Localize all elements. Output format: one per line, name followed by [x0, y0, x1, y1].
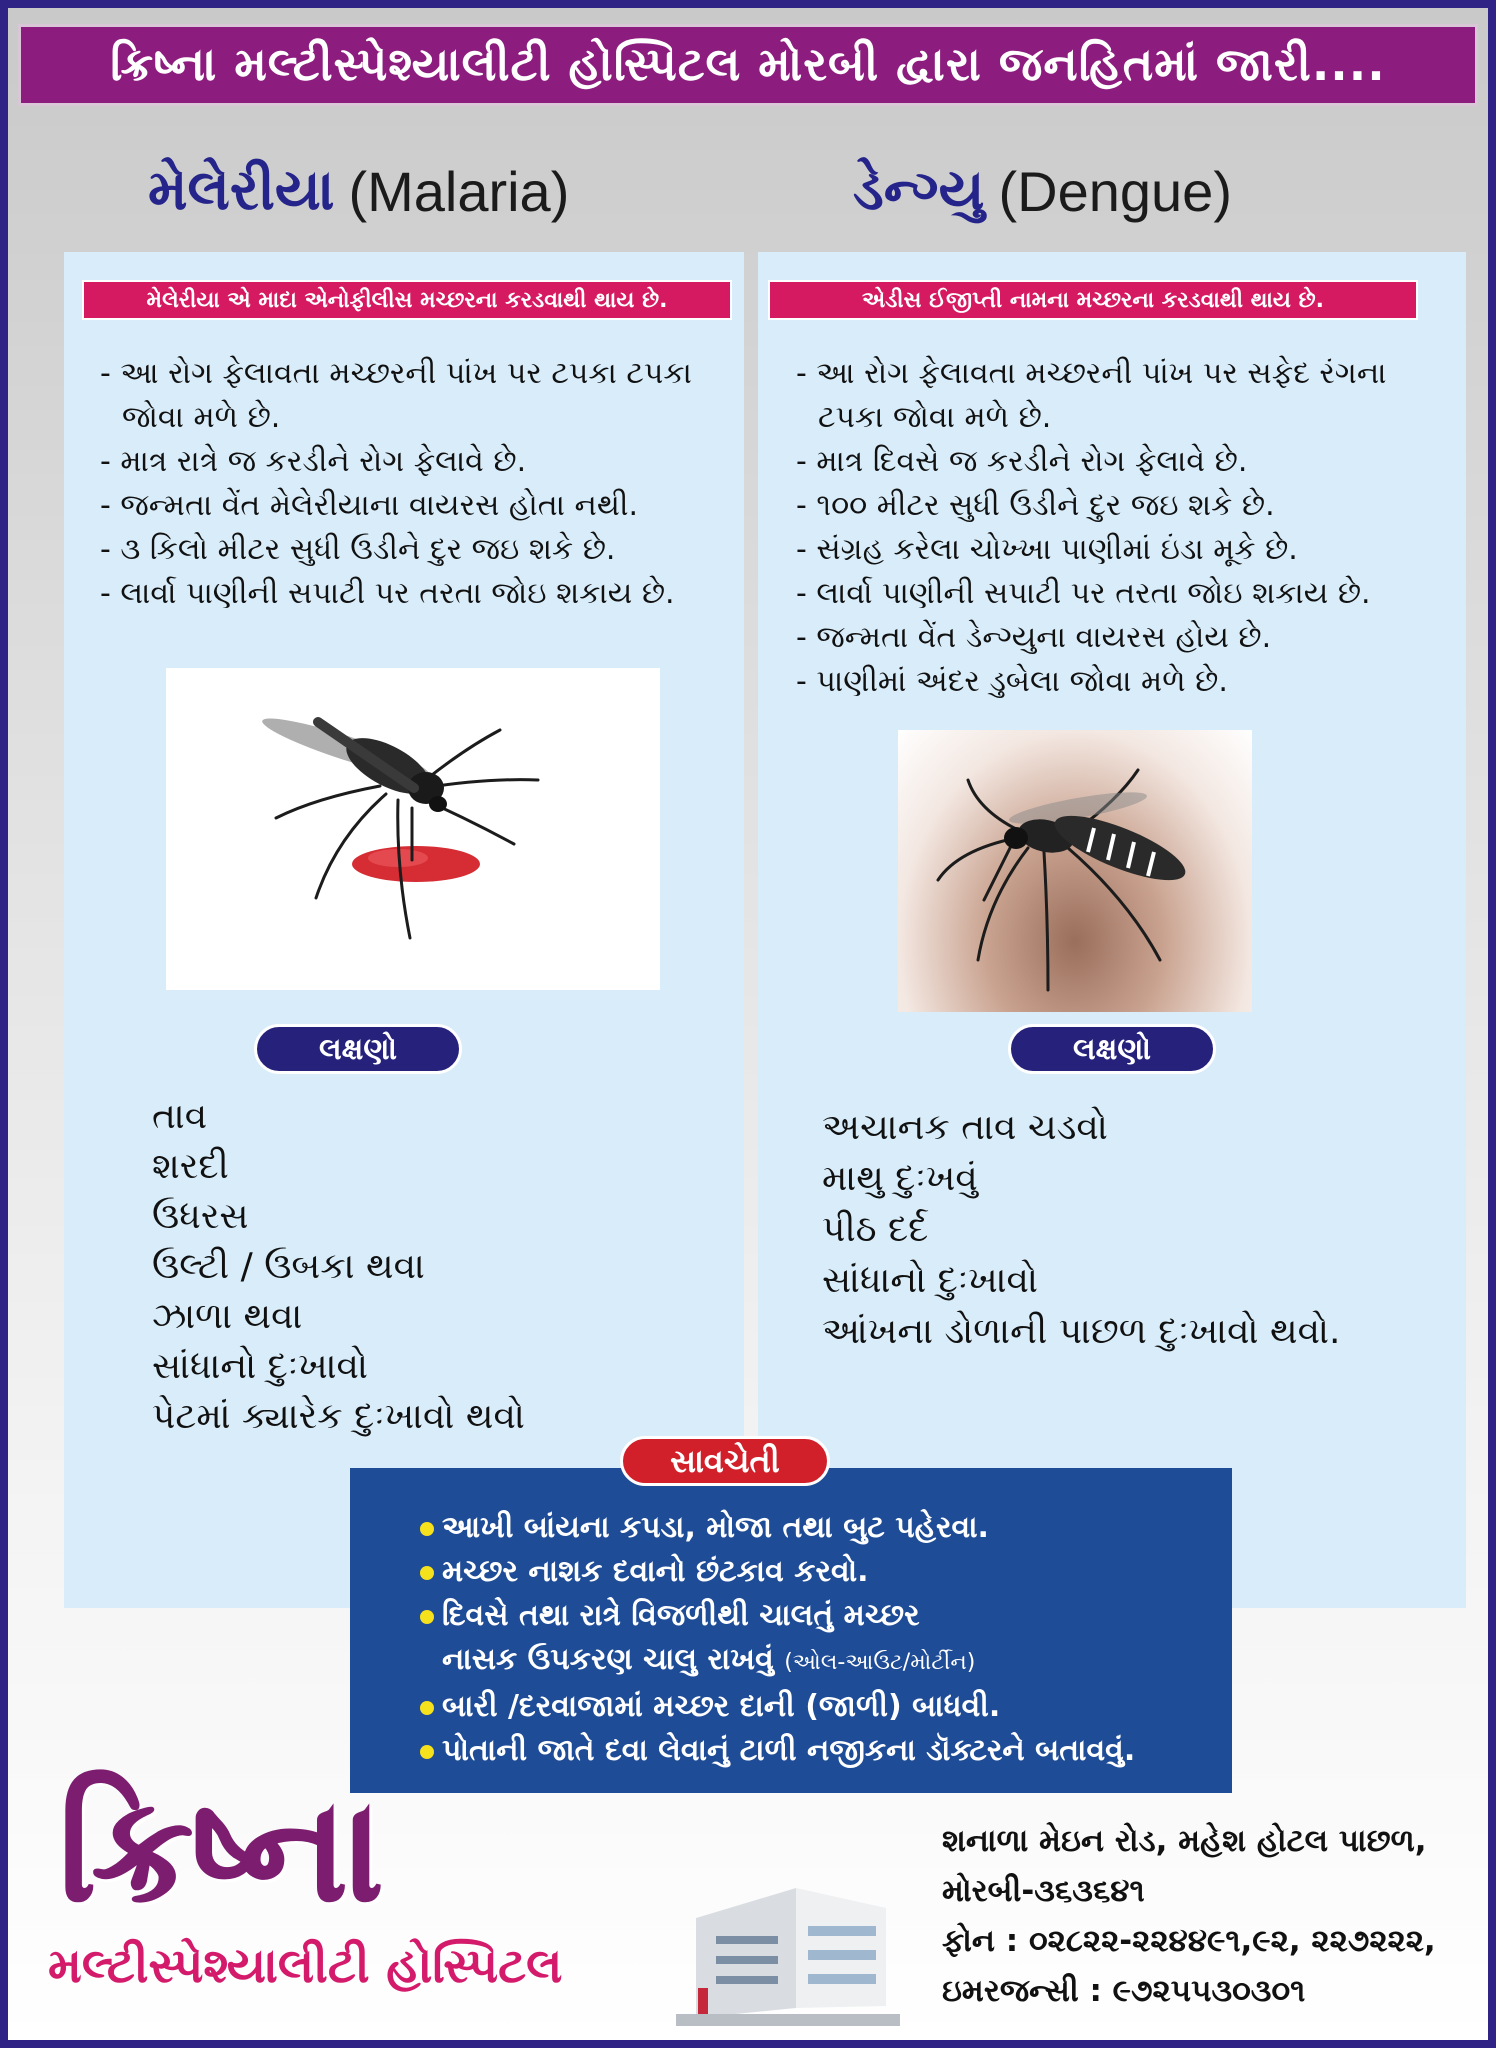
- caution-box: [350, 1468, 1232, 1793]
- malaria-fact: - જન્મતા વેંત મેલેરીયાના વાયરસ હોતા નથી.: [100, 484, 730, 528]
- dengue-symptom: અચાનક તાવ ચડવો: [822, 1107, 1108, 1148]
- hospital-address: [942, 1816, 1436, 2016]
- dengue-fact: - માત્ર દિવસે જ કરડીને રોગ ફેલાવે છે.: [796, 440, 1456, 484]
- dengue-title-english: (Dengue): [998, 159, 1232, 223]
- dengue-fact: - લાર્વા પાણીની સપાટી પર તરતા જોઇ શકાય છે.: [796, 572, 1456, 616]
- malaria-fact-list: [100, 352, 730, 616]
- bullet-icon: [420, 1566, 434, 1580]
- caution-item-text: દિવસે તથા રાત્રે વિજળીથી ચાલતું મચ્છર: [442, 1598, 920, 1633]
- bullet-icon: [420, 1522, 434, 1536]
- dengue-fact: - પાણીમાં અંદર ડુબેલા જોવા મળે છે.: [796, 660, 1456, 704]
- caution-item-note: (ઓલ-આઉટ/મોર્ટીન): [784, 1650, 976, 1675]
- caution-item-text: મચ્છર નાશક દવાનો છંટકાવ કરવો.: [442, 1554, 869, 1589]
- malaria-symptoms-label-text: લક્ષણો: [318, 1031, 398, 1067]
- malaria-symptom-list: [152, 1092, 525, 1442]
- malaria-cause-text: મેલેરીયા એ માદા એનોફીલીસ મચ્છરના કરડવાથી થાય છે.: [146, 287, 668, 313]
- banner-title: ક્રિષ્ના મલ્ટીસ્પેશ્યાલીટી હોસ્પિટલ મોરબી દ્વારા જનહિતમાં જારી....: [110, 37, 1386, 91]
- dengue-fact-list: [796, 352, 1456, 704]
- dengue-symptom: આંખના ડોળાની પાછળ દુઃખાવો થવો.: [822, 1311, 1341, 1352]
- dengue-symptoms-label: [1008, 1024, 1216, 1074]
- malaria-fact: - ૩ કિલો મીટર સુધી ઉડીને દુર જઇ શકે છે.: [100, 528, 730, 572]
- dengue-heading: [853, 156, 1232, 226]
- malaria-title-gujarati: મેલેરીયા: [148, 158, 335, 223]
- malaria-heading: [148, 156, 569, 226]
- emergency-line: ઇમરજન્સી : ૯૭૨૫૫૩૦૩૦૧: [942, 1973, 1306, 2009]
- dengue-cause-text: એડીસ ઈજીપ્તી નામના મચ્છરના કરડવાથી થાય છે.: [862, 287, 1324, 313]
- dengue-symptom-list: [822, 1102, 1340, 1357]
- phone-line: ફોન : ૦૨૮૨૨-૨૨૪૪૯૧,૯૨, ૨૨૭૨૨૨,: [942, 1923, 1436, 1959]
- malaria-cause-bar: [82, 280, 732, 320]
- bullet-icon: [420, 1745, 434, 1759]
- caution-item: [420, 1685, 1220, 1729]
- caution-item-text: પોતાની જાતે દવા લેવાનું ટાળી નજીકના ડૉક્ટરને બતાવવું.: [442, 1733, 1136, 1768]
- caution-label: [620, 1436, 830, 1486]
- malaria-symptom: ઉલ્ટી / ઉબકા થવા: [152, 1246, 425, 1287]
- dengue-symptom: સાંધાનો દુઃખાવો: [822, 1260, 1038, 1301]
- malaria-symptom: ઝાળા થવા: [152, 1296, 303, 1337]
- dengue-fact: - સંગ્રહ કરેલા ચોખ્ખા પાણીમાં ઇંડા મૂકે છે.: [796, 528, 1456, 572]
- malaria-symptom: શરદી: [152, 1146, 229, 1187]
- top-banner: [18, 24, 1478, 106]
- hospital-logo-subtitle: મલ્ટીસ્પેશ્યાલીટી હોસ્પિટલ: [48, 1938, 563, 1994]
- dengue-fact: - આ રોગ ફેલાવતા મચ્છરની પાંખ પર સફેદ રંગના ટપકા જોવા મળે છે.: [796, 352, 1456, 440]
- address-line: મોરબી-૩૬૩૬૪૧: [942, 1873, 1145, 1909]
- malaria-symptom: પેટમાં ક્યારેક દુઃખાવો થવો: [152, 1396, 525, 1437]
- hospital-logo: ક્રિષ્ના: [58, 1765, 383, 1935]
- dengue-mosquito-image: [898, 730, 1252, 1012]
- caution-item-text: આખી બાંયના કપડા, મોજા તથા બુટ પહેરવા.: [442, 1510, 989, 1545]
- malaria-panel: [64, 252, 744, 1608]
- mosquito-icon: [166, 668, 660, 990]
- bullet-icon: [420, 1610, 434, 1624]
- bullet-icon: [420, 1701, 434, 1715]
- caution-label-text: સાવચેતી: [670, 1441, 780, 1480]
- malaria-symptom: તાવ: [152, 1096, 208, 1137]
- caution-item: [420, 1594, 1220, 1685]
- malaria-symptom: ઉધરસ: [152, 1196, 249, 1237]
- malaria-fact: - લાર્વા પાણીની સપાટી પર તરતા જોઇ શકાય છે.: [100, 572, 730, 616]
- caution-item: [420, 1550, 1220, 1594]
- caution-item-text-continued: નાસક ઉપકરણ ચાલુ રાખવું: [442, 1642, 774, 1677]
- malaria-fact: - આ રોગ ફેલાવતા મચ્છરની પાંખ પર ટપકા ટપકા જોવા મળે છે.: [100, 352, 730, 440]
- mosquito-icon: [898, 730, 1252, 1012]
- dengue-panel: [758, 252, 1466, 1608]
- hospital-building-image: [676, 1878, 900, 2026]
- caution-item-text: બારી /દરવાજામાં મચ્છર દાની (જાળી) બાધવી.: [442, 1689, 1001, 1724]
- malaria-title-english: (Malaria): [348, 159, 570, 223]
- malaria-fact: - માત્ર રાત્રે જ કરડીને રોગ ફેલાવે છે.: [100, 440, 730, 484]
- malaria-mosquito-image: [166, 668, 660, 990]
- malaria-symptom: સાંધાનો દુઃખાવો: [152, 1346, 368, 1387]
- dengue-symptom: માથુ દુઃખવું: [822, 1158, 978, 1199]
- address-line: શનાળા મેઇન રોડ, મહેશ હોટલ પાછળ,: [942, 1823, 1427, 1859]
- dengue-symptom: પીઠ દર્દ: [822, 1209, 929, 1250]
- dengue-cause-bar: [768, 280, 1418, 320]
- dengue-symptoms-label-text: લક્ષણો: [1072, 1031, 1152, 1067]
- malaria-symptoms-label: [254, 1024, 462, 1074]
- dengue-title-gujarati: ડેન્ગ્યુ: [853, 158, 985, 223]
- caution-item: [420, 1729, 1220, 1773]
- caution-list: [420, 1506, 1220, 1773]
- dengue-fact: - ૧૦૦ મીટર સુધી ઉડીને દુર જઇ શકે છે.: [796, 484, 1456, 528]
- dengue-fact: - જન્મતા વેંત ડેન્ગ્યુના વાયરસ હોય છે.: [796, 616, 1456, 660]
- building-icon: [676, 1878, 900, 2026]
- caution-item: [420, 1506, 1220, 1550]
